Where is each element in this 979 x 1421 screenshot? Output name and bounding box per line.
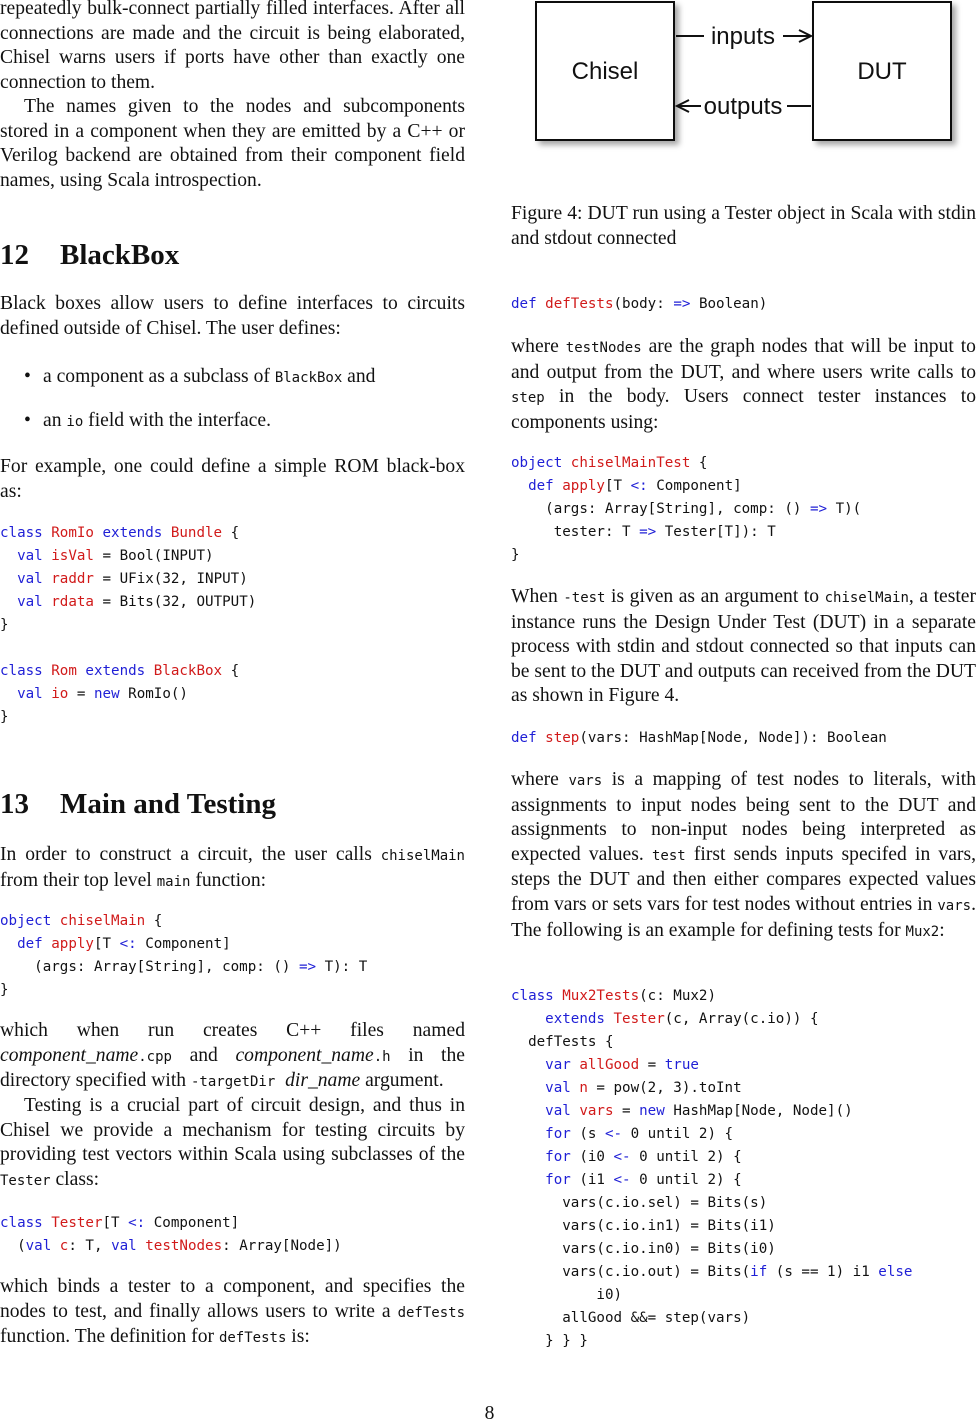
code-line bbox=[0, 1235, 342, 1258]
code-identifier: Rom bbox=[51, 663, 86, 679]
text: where bbox=[511, 769, 559, 790]
code-keyword: def bbox=[528, 478, 563, 494]
code-text: { bbox=[690, 455, 708, 471]
code-text: = UFix(32, INPUT) bbox=[93, 571, 248, 587]
code-keyword: new bbox=[639, 1103, 674, 1119]
code-keyword: val bbox=[111, 1238, 146, 1254]
code-text bbox=[511, 1057, 545, 1073]
code-line bbox=[511, 1054, 912, 1077]
page-number: 8 bbox=[484, 1403, 495, 1421]
code-block-chiselmain bbox=[0, 910, 367, 1002]
inline-code: Tester bbox=[0, 1172, 51, 1189]
blackbox-intro: Black boxes allow users to define interfaces to circuits defined outside of Chisel. The user defines: bbox=[0, 293, 465, 339]
text: function. The definition for bbox=[0, 1326, 215, 1348]
outputs-label: outputs bbox=[703, 93, 783, 120]
code-identifier: vars bbox=[579, 1103, 614, 1119]
code-line bbox=[511, 1330, 912, 1353]
code-identifier: c bbox=[59, 1238, 69, 1254]
text: in the body. Users connect tester instances to components using: bbox=[511, 386, 976, 433]
inline-code: vars bbox=[568, 773, 603, 789]
list-item bbox=[0, 409, 465, 435]
code-text: = pow(2, 3).toInt bbox=[587, 1080, 742, 1096]
code-identifier: allGood bbox=[579, 1057, 640, 1073]
bullet-text: a component as a subclass of bbox=[43, 366, 270, 387]
inline-code: -test bbox=[563, 590, 606, 606]
code-block-deftests bbox=[511, 293, 767, 316]
text: is: bbox=[291, 1326, 310, 1348]
code-line bbox=[511, 727, 887, 750]
code-keyword: val bbox=[17, 594, 52, 610]
code-text: RomIo() bbox=[128, 686, 188, 702]
inline-code: step bbox=[511, 390, 545, 407]
code-line bbox=[511, 1284, 912, 1307]
testnodes-paragraph bbox=[511, 335, 976, 435]
inline-code: .h bbox=[373, 1048, 391, 1065]
code-text bbox=[0, 686, 17, 702]
code-line bbox=[511, 985, 912, 1008]
text: from their top level bbox=[0, 869, 152, 891]
code-block-romio bbox=[0, 522, 256, 729]
inline-code: testNodes bbox=[565, 340, 642, 356]
text: In order to construct a circuit, the user calls bbox=[0, 844, 372, 865]
code-text bbox=[0, 548, 17, 564]
italic-text: component_name bbox=[0, 1044, 139, 1066]
code-line bbox=[511, 521, 861, 544]
code-identifier: Bundle bbox=[170, 525, 223, 541]
text: , a tester instance runs the Design Under Test (DUT) in a separate process with stdin and stdout connected so that inputs can be sent to the DUT and outputs can received from the DUT as shown in Figure 4. bbox=[511, 586, 976, 707]
code-identifier: chiselMain bbox=[59, 913, 146, 929]
code-text: (vars: HashMap[Node, Node]): Boolean bbox=[579, 730, 887, 746]
code-line bbox=[511, 1123, 912, 1146]
names-paragraph: The names given to the nodes and subcomponents stored in a component when they are emitted by a C++ or Verilog backend are obtained from their component field names, using Scala introspection. bbox=[0, 96, 465, 191]
code-text: vars(c.io.in0) = Bits(i0) bbox=[511, 1241, 776, 1257]
code-line bbox=[0, 1212, 342, 1235]
code-text: : Array[Node]) bbox=[222, 1238, 342, 1254]
code-identifier: BlackBox bbox=[153, 663, 223, 679]
inline-code: io bbox=[66, 413, 84, 430]
binds-paragraph bbox=[0, 1275, 465, 1351]
text: : bbox=[939, 919, 945, 941]
code-line bbox=[511, 1077, 912, 1100]
chisel-label: Chisel bbox=[571, 58, 639, 85]
bullet-text: field with the interface. bbox=[88, 409, 271, 431]
code-text bbox=[0, 594, 17, 610]
italic-text: dir_name bbox=[285, 1070, 361, 1092]
text: . The following is an example for defining tests for bbox=[511, 893, 976, 941]
code-identifier: raddr bbox=[51, 571, 94, 587]
code-text: (s bbox=[579, 1126, 605, 1142]
code-text: i0) bbox=[511, 1287, 623, 1303]
code-text: } bbox=[0, 709, 9, 725]
inline-code: -targetDir bbox=[190, 1074, 276, 1091]
code-text: 0 until 2) { bbox=[630, 1172, 742, 1188]
code-keyword: val bbox=[545, 1080, 580, 1096]
code-line bbox=[0, 568, 256, 591]
code-line bbox=[511, 544, 861, 567]
code-identifier: rdata bbox=[51, 594, 94, 610]
inline-code: chiselMain bbox=[380, 848, 465, 864]
code-text: (i0 bbox=[579, 1149, 614, 1165]
text: are the graph nodes that will be input to and output from the DUT, and where users write calls to bbox=[511, 336, 976, 383]
inline-code: test bbox=[651, 847, 686, 864]
code-text: = bbox=[68, 686, 94, 702]
code-text bbox=[511, 1149, 545, 1165]
code-line bbox=[511, 1008, 912, 1031]
inline-code: .cpp bbox=[138, 1048, 172, 1065]
code-text: [T bbox=[93, 936, 120, 952]
code-text: = Bits(32, OUTPUT) bbox=[93, 594, 257, 610]
code-line bbox=[511, 1238, 912, 1261]
code-keyword: val bbox=[545, 1103, 580, 1119]
code-identifier: testNodes bbox=[145, 1238, 223, 1254]
text: is a mapping of test nodes to literals, with assignments to input nodes being sent to the DUT and assignments to non-input nodes being interpreted as expected values. bbox=[511, 769, 977, 865]
code-line bbox=[511, 498, 861, 521]
code-text: [T bbox=[102, 1215, 129, 1231]
code-keyword: object bbox=[511, 455, 571, 471]
code-keyword: def bbox=[511, 730, 546, 746]
code-text: } bbox=[0, 982, 9, 998]
code-text: Component] bbox=[145, 936, 231, 952]
code-keyword: for bbox=[545, 1172, 580, 1188]
code-keyword: extends bbox=[545, 1011, 614, 1027]
code-keyword: <: bbox=[630, 478, 657, 494]
code-line bbox=[511, 1100, 912, 1123]
code-text: (body: bbox=[613, 296, 674, 312]
code-text bbox=[511, 1172, 545, 1188]
inline-code: vars bbox=[937, 897, 972, 914]
code-identifier: isVal bbox=[51, 548, 94, 564]
code-line bbox=[511, 293, 767, 316]
code-identifier: step bbox=[545, 730, 580, 746]
code-identifier: Tester bbox=[613, 1011, 665, 1027]
figure-4-caption: Figure 4: DUT run using a Tester object in Scala with stdin and stdout connected bbox=[511, 203, 976, 249]
code-identifier: Mux2Tests bbox=[562, 988, 640, 1004]
italic-text: component_name bbox=[235, 1044, 374, 1066]
code-text bbox=[511, 1011, 545, 1027]
code-text: Component] bbox=[153, 1215, 240, 1231]
code-keyword: for bbox=[545, 1126, 580, 1142]
code-keyword: object bbox=[0, 913, 60, 929]
code-text: } } } bbox=[511, 1333, 588, 1349]
code-line bbox=[0, 545, 256, 568]
text: and bbox=[189, 1044, 218, 1066]
text: which binds a tester to a component, and specifies the nodes to test, and finally allows users to write a bbox=[0, 1276, 465, 1322]
testing-paragraph bbox=[0, 1094, 465, 1193]
dut-label: DUT bbox=[857, 58, 907, 85]
code-text: vars(c.io.in1) = Bits(i1) bbox=[511, 1218, 776, 1234]
code-keyword: => bbox=[673, 296, 691, 312]
text: first sends inputs specifed in vars, steps the DUT and then either compares expected values from vars or sets vars for test nodes without entries in bbox=[511, 843, 976, 915]
code-line bbox=[0, 522, 256, 545]
code-line bbox=[0, 683, 256, 706]
code-block-tester bbox=[0, 1212, 342, 1258]
code-line bbox=[511, 1146, 912, 1169]
code-keyword: extends bbox=[85, 663, 154, 679]
code-keyword: => bbox=[809, 501, 828, 517]
section-number: 12 bbox=[0, 239, 29, 271]
code-keyword: val bbox=[17, 571, 52, 587]
code-keyword: class bbox=[0, 525, 52, 541]
code-block-step bbox=[511, 727, 887, 750]
code-text: (c, Array(c.io)) { bbox=[664, 1011, 819, 1027]
code-keyword: new bbox=[93, 686, 129, 702]
code-keyword: if bbox=[750, 1264, 776, 1280]
code-text: } bbox=[511, 547, 520, 563]
code-identifier: apply bbox=[51, 936, 94, 952]
code-keyword: extends bbox=[102, 525, 171, 541]
text: Testing is a crucial part of circuit design, and thus in Chisel we provide a mechanism for testing circuits by providing test vectors within Scala using subclasses of the bbox=[0, 1095, 465, 1166]
code-text: = bbox=[613, 1103, 640, 1119]
code-text: [T bbox=[604, 478, 631, 494]
code-text: (i1 bbox=[579, 1172, 614, 1188]
code-line bbox=[0, 637, 256, 660]
code-identifier: Tester bbox=[51, 1215, 103, 1231]
rom-example-intro: For example, one could define a simple ROM black-box as: bbox=[0, 456, 465, 502]
vars-paragraph bbox=[511, 768, 976, 944]
inline-code: Mux2 bbox=[905, 923, 940, 940]
code-text: (args: Array[String], comp: () bbox=[511, 501, 810, 517]
code-keyword: def bbox=[17, 936, 52, 952]
code-text bbox=[511, 478, 528, 494]
code-identifier: apply bbox=[562, 478, 605, 494]
code-line bbox=[0, 979, 367, 1002]
text: When bbox=[511, 586, 558, 607]
code-text: } bbox=[0, 617, 9, 633]
code-keyword: for bbox=[545, 1149, 580, 1165]
section-13-heading bbox=[0, 787, 276, 821]
code-keyword: => bbox=[298, 959, 317, 975]
code-line bbox=[0, 910, 367, 933]
code-text bbox=[511, 1126, 545, 1142]
code-keyword: true bbox=[664, 1057, 699, 1073]
section-12-heading bbox=[0, 238, 179, 272]
text: in the directory specified with bbox=[0, 1044, 465, 1092]
inputs-label: inputs bbox=[710, 23, 776, 50]
intro-paragraph: repeatedly bulk-connect partially filled interfaces. After all connections are made and the circuit is being elaborated, Chisel warns users if ports have other than exactly one connection to them. bbox=[0, 0, 465, 93]
code-keyword: <- bbox=[613, 1149, 631, 1165]
code-keyword: <- bbox=[604, 1126, 623, 1142]
code-text: { bbox=[222, 525, 240, 541]
inline-code: chiselMain bbox=[824, 590, 909, 606]
code-text bbox=[0, 571, 17, 587]
code-line bbox=[511, 1192, 912, 1215]
code-text bbox=[0, 936, 17, 952]
code-text: defTests { bbox=[511, 1034, 614, 1050]
code-line bbox=[511, 1307, 912, 1330]
section-title: Main and Testing bbox=[60, 788, 276, 820]
bullet-text: an bbox=[43, 409, 62, 431]
code-text: T): T bbox=[316, 959, 368, 975]
code-line bbox=[0, 706, 256, 729]
code-keyword: <: bbox=[119, 936, 146, 952]
code-keyword: class bbox=[511, 988, 563, 1004]
code-text: Component] bbox=[656, 478, 742, 494]
text: where bbox=[511, 336, 559, 357]
text: argument. bbox=[365, 1070, 444, 1092]
text: is given as an argument to bbox=[611, 586, 820, 607]
code-keyword: class bbox=[0, 663, 52, 679]
code-keyword: <: bbox=[128, 1215, 154, 1231]
code-text: allGood &&= step(vars) bbox=[511, 1310, 751, 1326]
inline-code: BlackBox bbox=[274, 370, 343, 386]
code-identifier: n bbox=[579, 1080, 588, 1096]
code-line bbox=[511, 452, 861, 475]
code-identifier: chiselMainTest bbox=[570, 455, 691, 471]
code-text: vars(c.io.out) = Bits( bbox=[511, 1264, 751, 1280]
cpp-files-paragraph bbox=[0, 1019, 465, 1095]
bullet-text: and bbox=[347, 366, 376, 387]
code-text: (s == 1) i1 bbox=[775, 1264, 879, 1280]
code-text: 0 until 2) { bbox=[630, 1149, 742, 1165]
when-test-paragraph bbox=[511, 585, 976, 709]
code-line bbox=[511, 1215, 912, 1238]
code-line bbox=[0, 660, 256, 683]
code-text: = Bool(INPUT) bbox=[93, 548, 214, 564]
code-line bbox=[0, 956, 367, 979]
text: which when run creates C++ files named bbox=[0, 1020, 465, 1041]
code-text: = bbox=[639, 1057, 665, 1073]
code-text: { bbox=[145, 913, 163, 929]
code-keyword: => bbox=[639, 524, 657, 540]
code-text: Tester[T]): T bbox=[656, 524, 776, 540]
text: function: bbox=[195, 869, 267, 891]
code-text: tester: T bbox=[511, 524, 640, 540]
text: class: bbox=[55, 1168, 100, 1190]
code-keyword: val bbox=[25, 1238, 60, 1254]
main-paragraph bbox=[0, 843, 465, 894]
code-text bbox=[511, 1080, 545, 1096]
blackbox-list bbox=[0, 365, 465, 434]
list-item bbox=[0, 365, 465, 391]
code-keyword: class bbox=[0, 1215, 52, 1231]
section-number: 13 bbox=[0, 788, 29, 820]
code-keyword: def bbox=[511, 296, 546, 312]
code-line bbox=[0, 614, 256, 637]
code-block-chiselmaintest bbox=[511, 452, 861, 567]
section-title: BlackBox bbox=[60, 239, 180, 271]
inline-code: main bbox=[156, 873, 191, 890]
code-line bbox=[511, 1261, 912, 1284]
code-text: (args: Array[String], comp: () bbox=[0, 959, 299, 975]
code-text: HashMap[Node, Node]() bbox=[673, 1103, 853, 1119]
code-keyword: var bbox=[545, 1057, 580, 1073]
code-identifier: RomIo bbox=[51, 525, 103, 541]
code-text: vars(c.io.sel) = Bits(s) bbox=[511, 1195, 768, 1211]
code-identifier: defTests bbox=[545, 296, 614, 312]
code-line bbox=[511, 1169, 912, 1192]
code-text: ( bbox=[0, 1238, 26, 1254]
code-line bbox=[0, 591, 256, 614]
inline-code: defTests bbox=[397, 1304, 465, 1321]
code-text: : T, bbox=[68, 1238, 112, 1254]
inline-code: defTests bbox=[218, 1330, 287, 1347]
code-text: 0 until 2) { bbox=[622, 1126, 734, 1142]
code-line bbox=[0, 933, 367, 956]
code-keyword: <- bbox=[613, 1172, 631, 1188]
code-keyword: val bbox=[17, 686, 52, 702]
figure-4-diagram bbox=[511, 0, 976, 160]
code-text: (c: Mux2) bbox=[639, 988, 716, 1004]
code-line bbox=[511, 475, 861, 498]
code-identifier: io bbox=[51, 686, 69, 702]
code-text: Boolean) bbox=[690, 296, 768, 312]
code-block-mux2tests bbox=[511, 985, 912, 1353]
code-line bbox=[511, 1031, 912, 1054]
code-text: { bbox=[222, 663, 240, 679]
code-keyword: val bbox=[17, 548, 52, 564]
code-text: T)( bbox=[827, 501, 862, 517]
code-keyword: else bbox=[878, 1264, 913, 1280]
code-text bbox=[511, 1103, 545, 1119]
